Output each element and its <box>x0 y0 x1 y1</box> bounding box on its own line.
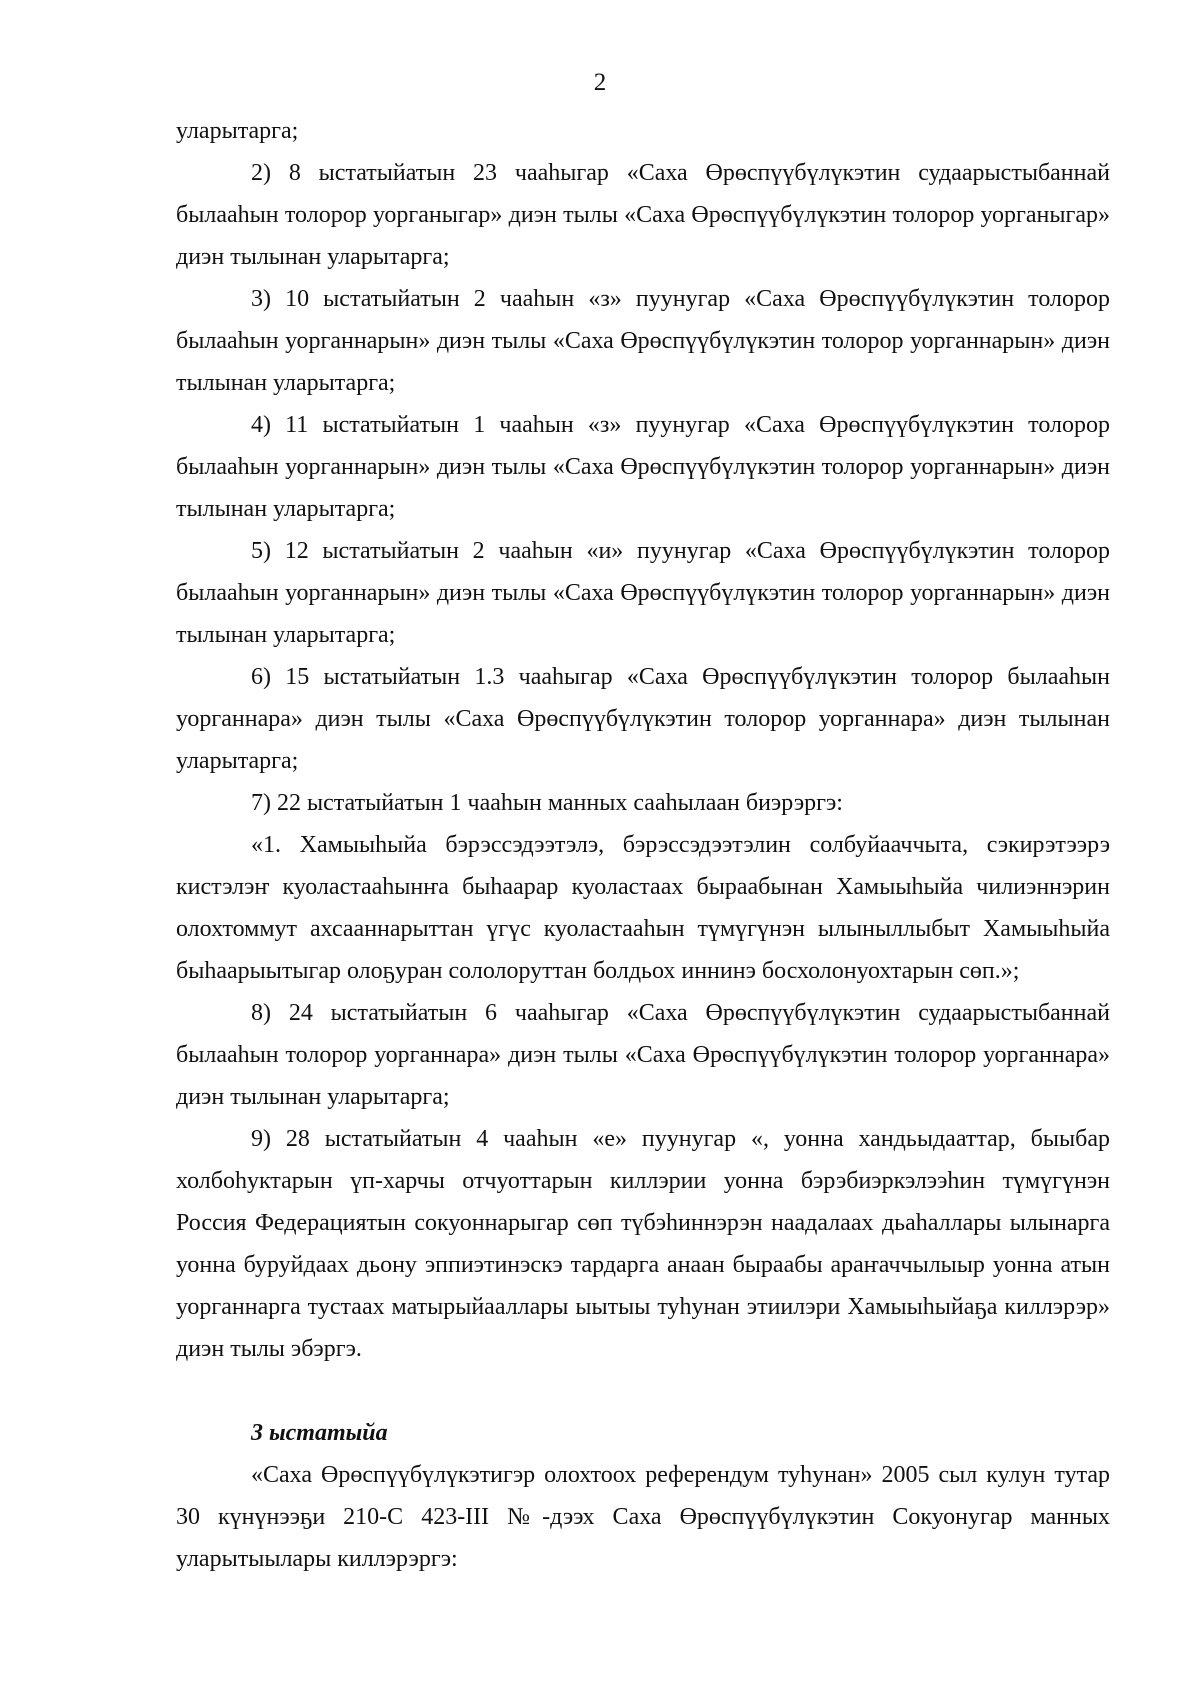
quoted-provision: «1. Хамыыһыйа бэрэссэдээтэлэ, бэрэссэдээтэлин солбуйааччыта, сэкирэтээрэ кистэлэҥ куоластааһынҥа быһаарар куоластаах быраабынан Хамыыһыйа чилиэннэрин олохтоммут ахсааннарыттан үгүс куоластааһын түмүгүнэн ылыныллыбыт Хамыыһыйа быһаарыытыгар олоҕуран сололоруттан болдьох иннинэ босхолонуохтарын сөп.»; <box>176 832 1110 984</box>
list-item-8: 8) 24 ыстатыйатын 6 чааһыгар «Саха Өрөспүүбүлүкэтин судаарыстыбаннай былааһын толорор уорганнара» диэн тылы «Саха Өрөспүүбүлүкэтин толорор уорганнара» диэн тылынан уларытарга; <box>176 1000 1110 1110</box>
paragraph-continuation: уларытарга; <box>176 118 299 144</box>
list-item-5: 5) 12 ыстатыйатын 2 чааһын «и» пуунугар «Саха Өрөспүүбүлүкэтин толорор былааһын уорганнарын» диэн тылы «Саха Өрөспүүбүлүкэтин толорор уорганнарын» диэн тылынан уларытарга; <box>176 538 1110 648</box>
article-heading: 3 ыстатыйа <box>251 1420 388 1446</box>
document-body <box>176 110 1110 1580</box>
list-item-3: 3) 10 ыстатыйатын 2 чааһын «з» пуунугар «Саха Өрөспүүбүлүкэтин толорор былааһын уорганнарын» диэн тылы «Саха Өрөспүүбүлүкэтин толорор уорганнарын» диэн тылынан уларытарга; <box>176 286 1110 396</box>
page-number: 2 <box>593 69 607 96</box>
list-item-7: 7) 22 ыстатыйатын 1 чааһын манных сааһылаан биэрэргэ: <box>251 790 843 816</box>
list-item-4: 4) 11 ыстатыйатын 1 чааһын «з» пуунугар «Саха Өрөспүүбүлүкэтин толорор былааһын уорганнарын» диэн тылы «Саха Өрөспүүбүлүкэтин толорор уорганнарын» диэн тылынан уларытарга; <box>176 412 1110 522</box>
list-item-9: 9) 28 ыстатыйатын 4 чааһын «е» пуунугар «, уонна хандьыдааттар, быыбар холбоһуктарын үп-харчы отчуоттарын киллэрии уонна бэрэбиэркэлээһин түмүгүнэн Россия Федерациятын сокуоннарыгар сөп түбэһиннэрэн наадалаах дьаһаллары ылынарга уонна буруйдаах дьону эппиэтинэскэ тардарга анаан быраабы араҥаччылыыр уонна атын уорганнарга тустаах матырыйааллары ыытыы туһунан этиилэри Хамыыһыйаҕа киллэрэр» диэн тылы эбэргэ. <box>176 1126 1110 1362</box>
list-item-6: 6) 15 ыстатыйатын 1.3 чааһыгар «Саха Өрөспүүбүлүкэтин толорор былааһын уорганнара» диэн тылы «Саха Өрөспүүбүлүкэтин толорор уорганнара» диэн тылынан уларытарга; <box>176 664 1110 774</box>
article-intro-paragraph: «Саха Өрөспүүбүлүкэтигэр олохтоох референдум туһунан» 2005 сыл кулун тутар 30 күнүнээҕи 210-С 423-III №-дээх Саха Өрөспүүбүлүкэтин Сокуонугар манных уларытыылары киллэрэргэ: <box>176 1462 1110 1572</box>
list-item-2: 2) 8 ыстатыйатын 23 чааһыгар «Саха Өрөспүүбүлүкэтин судаарыстыбаннай былааһын толорор уорганыгар» диэн тылы «Саха Өрөспүүбүлүкэтин толорор уорганыгар» диэн тылынан уларытарга; <box>176 160 1110 270</box>
section-spacer <box>176 1370 1110 1412</box>
